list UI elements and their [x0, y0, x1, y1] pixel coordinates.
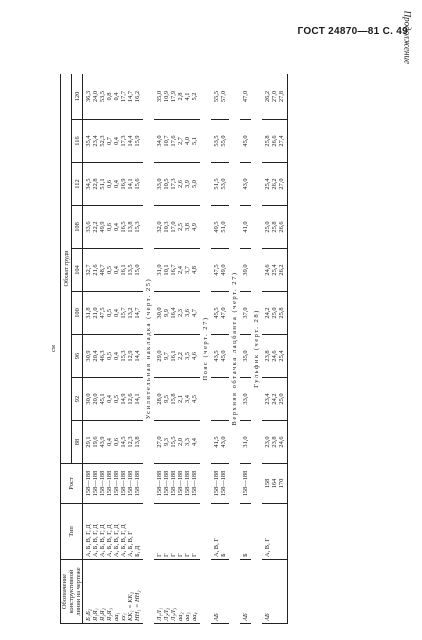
- unit-label: см: [50, 345, 57, 352]
- value-cell: 34,0 10,7 17,6 2,7 4,0 5,1: [154, 120, 200, 163]
- value-cell: 31,0 10,1 16,7 2,4 3,7 4,8: [154, 249, 200, 292]
- value-cell: 35,0: [240, 335, 251, 378]
- value-cell: [211, 378, 229, 421]
- designation-cell: АБ: [262, 560, 288, 624]
- value-cell: 43,0: [240, 163, 251, 206]
- section-title-row: [200, 74, 211, 624]
- section-title-row: [143, 74, 154, 624]
- value-cell: 29,1 19,6 43,9 0,4 0,6 14,5 12,3 13,8: [83, 421, 144, 464]
- table-row: [211, 74, 229, 624]
- chest-size-header: 104: [72, 249, 83, 292]
- value-cell: 25,4 26,2 27,0: [262, 163, 288, 206]
- type-cell: А, В, Г: [262, 504, 288, 560]
- col-chest-group-header: Обхват груди: [61, 74, 72, 464]
- rotated-table-wrapper: [50, 74, 400, 624]
- designation-cell: Б₁Б₂ Я₁Я₁ Я₂Я₂ Я₃Я₃ аа₁ хх₁ КК₁ = КК₂ НН₁ = НН₂: [83, 560, 144, 624]
- table-row: [83, 74, 144, 624]
- section-title: Пояс (черт. 27): [202, 316, 209, 381]
- continuation-label: Продолжение: [402, 10, 412, 64]
- table-row: [154, 74, 200, 624]
- value-cell: 45,0: [240, 120, 251, 163]
- chest-size-header: 120: [72, 74, 83, 120]
- value-cell: 55,5 57,0: [211, 74, 229, 120]
- height-cell: 158—188: [240, 464, 251, 504]
- value-cell: 34,5 22,8 51,1 0,6 0,4 16,9 14,1 15,6: [83, 163, 144, 206]
- value-cell: 51,5 53,0: [211, 163, 229, 206]
- chest-size-header: 108: [72, 206, 83, 249]
- section-title-row: [251, 74, 262, 624]
- value-cell: 30,0 9,9 16,4 2,3 3,6 4,7: [154, 292, 200, 335]
- value-cell: 41,0: [240, 206, 251, 249]
- chest-size-header: 116: [72, 120, 83, 163]
- height-cell: 158—188 158—188 158—188 158—188 158—188 158—188: [154, 464, 200, 504]
- type-cell: Б: [240, 504, 251, 560]
- value-cell: 31,0: [240, 421, 251, 464]
- type-cell: А, В, Г Б: [211, 504, 229, 560]
- value-cell: 41,5 43,0: [211, 421, 229, 464]
- value-cell: 24,6 25,4 26,2: [262, 249, 288, 292]
- chest-size-header: 112: [72, 163, 83, 206]
- chest-size-header: 96: [72, 335, 83, 378]
- value-cell: 25,0 25,8 26,6: [262, 206, 288, 249]
- page-header: ГОСТ 24870—81 С. 49: [297, 26, 408, 37]
- value-cell: 45,5 47,0: [211, 292, 229, 335]
- value-cell: 37,0: [240, 292, 251, 335]
- designation-cell: АБ: [240, 560, 251, 624]
- designation-cell: Л₁Л₁ Л₂Л₂ Л₃Л₃ аа₂ аа₃ аа₄: [154, 560, 200, 624]
- col-height-header: Рост: [61, 464, 83, 504]
- type-cell: Г Г Г Г Г Г: [154, 504, 200, 560]
- value-cell: 33,0: [240, 378, 251, 421]
- value-cell: 23,0 23,8 24,6: [262, 421, 288, 464]
- value-cell: 26,2 27,0 27,8: [262, 74, 288, 120]
- table-row: [240, 74, 251, 624]
- chest-size-header: 92: [72, 378, 83, 421]
- measurement-table: [50, 74, 288, 624]
- section-title: Верхняя обтачка лацбанта (черт. 27): [231, 271, 238, 426]
- value-cell: 29,0 9,7 16,1 2,2 3,5 4,6: [154, 335, 200, 378]
- section-title: Усилительная накладка (черт. 25): [145, 277, 152, 420]
- chest-size-header: 100: [72, 292, 83, 335]
- designation-cell: АБ: [211, 560, 229, 624]
- value-cell: 23,8 24,6 25,4: [262, 335, 288, 378]
- value-cell: 35,4 23,4 52,3 0,7 0,4 17,3 14,4 15,9: [83, 120, 144, 163]
- value-cell: 33,0 10,5 17,3 2,6 3,9 5,0: [154, 163, 200, 206]
- value-cell: 36,3 24,0 53,5 0,8 0,4 17,7 14,7 16,2: [83, 74, 144, 120]
- value-cell: 32,0 10,3 17,0 2,5 3,8 4,9: [154, 206, 200, 249]
- section-title: Гульфик (черт. 28): [253, 309, 260, 388]
- value-cell: 23,4 24,2 25,0: [262, 378, 288, 421]
- value-cell: 43,5 45,0: [211, 335, 229, 378]
- col-type-header: Тип: [61, 504, 83, 560]
- value-cell: 53,5 55,0: [211, 120, 229, 163]
- type-cell: А, Б, В, Г, Д А, Б, В, Г, Д А, Б, В, Г, Д А, Б, В, Г, Д А, Б, В, Г, Д А, Б, В, Г, Д А, Б, В, Г Б, Д: [83, 504, 144, 560]
- value-cell: 27,0 9,3 15,5 2,0 3,3 4,4: [154, 421, 200, 464]
- value-cell: 24,2 25,0 25,8: [262, 292, 288, 335]
- height-cell: 158—188 158—188: [211, 464, 229, 504]
- value-cell: 32,7 21,6 48,7 0,5 0,4 16,1 13,5 15,0: [83, 249, 144, 292]
- height-cell: 158—188 158—188 158—188 158—188 158—188 158—188 158—188 158—188: [83, 464, 144, 504]
- col-designation-header: Обозначение конструктивной линии на чертеже: [61, 560, 83, 624]
- value-cell: 47,0: [240, 74, 251, 120]
- value-cell: 35,0 10,9 17,9 2,8 4,1 5,2: [154, 74, 200, 120]
- value-cell: 47,5 49,0: [211, 249, 229, 292]
- table-body: [83, 74, 288, 624]
- value-cell: 25,8 26,6 27,4: [262, 120, 288, 163]
- table-row: [262, 74, 288, 624]
- value-cell: 31,8 21,0 47,5 0,5 0,4 15,7 13,2 14,7: [83, 292, 144, 335]
- value-cell: 33,6 22,2 49,9 0,6 0,4 16,5 13,8 15,3: [83, 206, 144, 249]
- value-cell: 49,5 51,0: [211, 206, 229, 249]
- table-stage: [50, 74, 400, 624]
- height-cell: 158 164 170: [262, 464, 288, 504]
- value-cell: 28,0 9,5 15,8 2,1 3,4 4,5: [154, 378, 200, 421]
- section-title-row: [229, 74, 240, 624]
- value-cell: 30,0 20,0 45,1 0,4 0,5 14,9 12,6 14,1: [83, 378, 144, 421]
- value-cell: 39,0: [240, 249, 251, 292]
- value-cell: 30,9 20,4 46,3 0,5 0,4 15,3 12,9 14,4: [83, 335, 144, 378]
- chest-size-header: 88: [72, 421, 83, 464]
